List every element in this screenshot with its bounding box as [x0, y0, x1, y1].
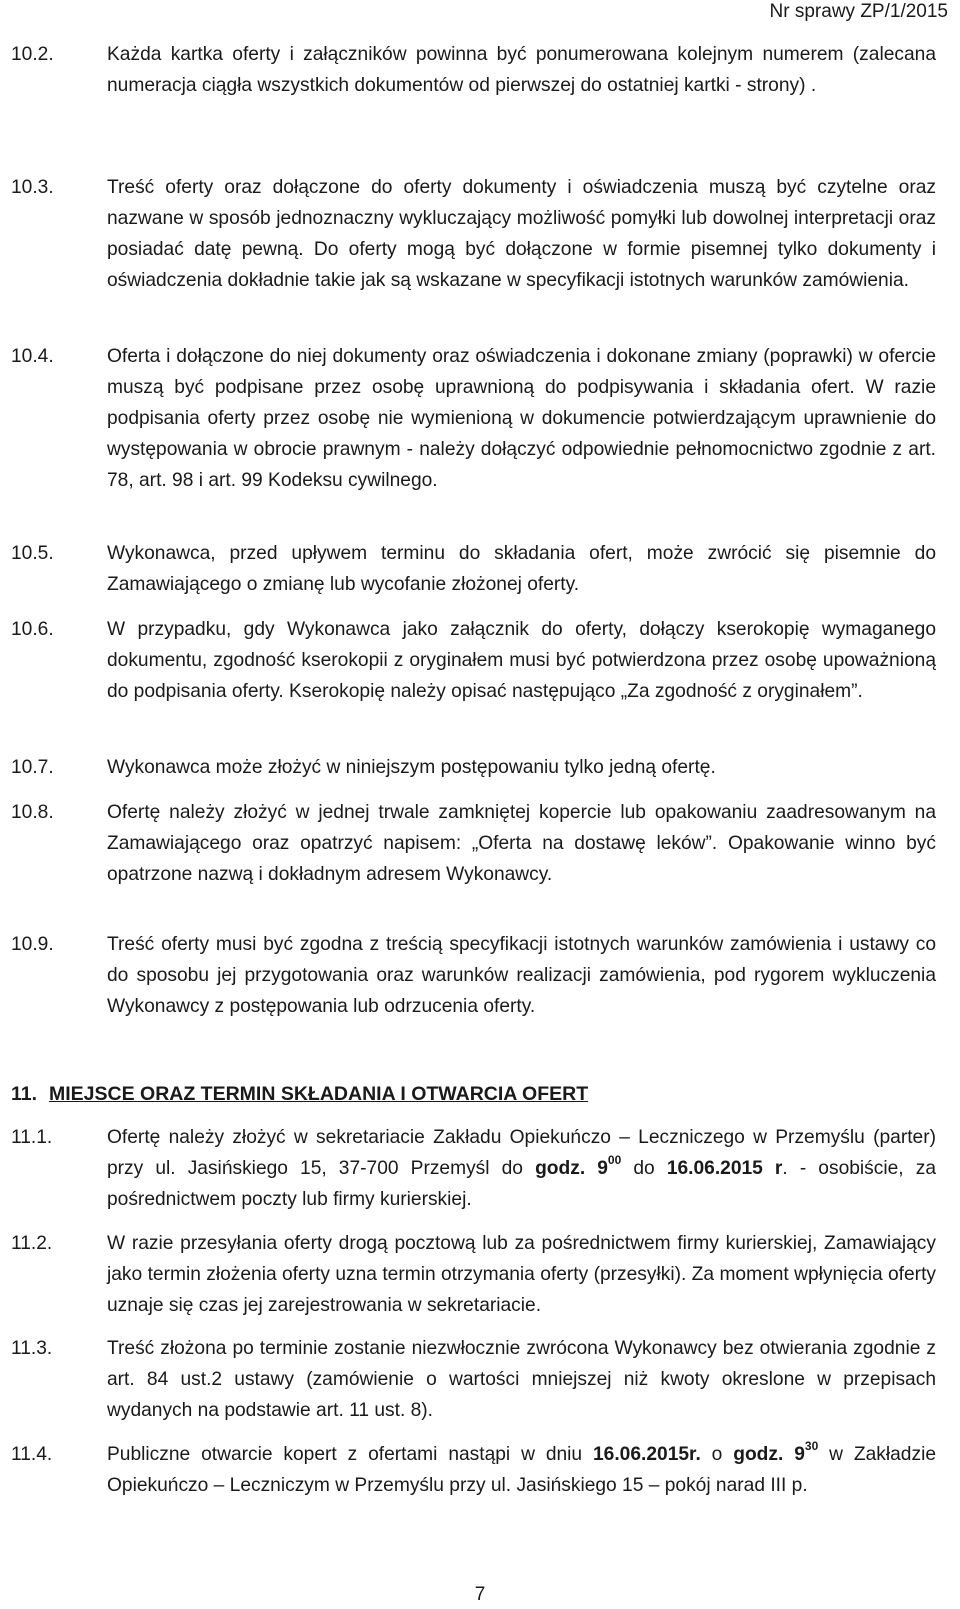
case-number-header: Nr sprawy ZP/1/2015	[769, 1, 948, 22]
hour-label: godz. 9	[733, 1444, 805, 1465]
paragraph-10-9	[11, 929, 936, 1022]
paragraph-10-8	[11, 797, 936, 890]
paragraph-text: Każda kartka oferty i załączników powinna być ponumerowana kolejnym numerem (zalecana numeracja ciągła wszystkich dokumentów od pierwszej do ostatniej kartki - strony) .	[107, 44, 936, 96]
paragraph-text: Wykonawca może złożyć w niniejszym postępowaniu tylko jedną ofertę.	[107, 757, 716, 778]
paragraph-10-3	[11, 172, 936, 296]
opening-date: 16.06.2015r.	[593, 1444, 701, 1465]
text-run: . - osobiście, za pośrednictwem poczty lub firmy kurierskiej.	[107, 1158, 936, 1210]
paragraph-10-6	[11, 614, 936, 707]
hour-label: godz. 9	[535, 1158, 608, 1179]
paragraph-11-1	[11, 1122, 936, 1215]
section-11-heading	[11, 1080, 936, 1108]
paragraph-number: 10.7.	[11, 757, 54, 778]
paragraph-number: 11.1.	[11, 1127, 53, 1148]
paragraph-text: Wykonawca, przed upływem terminu do składania ofert, może zwrócić się pisemnie do Zamawiającego o zmianę lub wycofanie złożonej oferty.	[107, 543, 936, 595]
paragraph-text: Treść oferty musi być zgodna z treścią specyfikacji istotnych warunków zamówienia i ustawy co do sposobu jej przygotowania oraz warunków realizacji zamówienia, pod rygorem wykluczenia Wykonawcy z postępowania lub odrzucenia oferty.	[107, 934, 936, 1017]
paragraph-number: 11.2.	[11, 1233, 53, 1254]
hour-minutes: 30	[804, 1439, 819, 1453]
text-run: w Zakładzie Opiekuńczo – Leczniczym w Przemyślu przy ul. Jasińskiego 15 – pokój narad III p.	[107, 1444, 937, 1496]
paragraph-text: Treść złożona po terminie zostanie niezwłocznie zwrócona Wykonawcy bez otwierania zgodnie z art. 84 ust.2 ustawy (zamówienie o wartości mniejszej niż kwoty okreslone w przepisach wydanych na podstawie art. 11 ust. 8).	[107, 1338, 936, 1421]
paragraph-11-3	[11, 1333, 936, 1426]
paragraph-text	[107, 1122, 936, 1215]
text-run: Publiczne otwarcie kopert z ofertami nastąpi w dniu	[107, 1444, 593, 1465]
hour-minutes: 00	[607, 1153, 622, 1167]
paragraph-text: Oferta i dołączone do niej dokumenty oraz oświadczenia i dokonane zmiany (poprawki) w ofercie muszą być podpisane przez osobę uprawnioną do podpisywania i składania ofert. W razie podpisania oferty przez osobę nie wymienioną w dokumencie potwierdzającym uprawnienie do występowania w obrocie prawnym - należy dołączyć odpowiednie pełnomocnictwo zgodnie z art. 78, art. 98 i art. 99 Kodeksu cywilnego.	[107, 346, 936, 491]
page-number: 7	[474, 1584, 486, 1605]
paragraph-number: 11.3.	[11, 1338, 53, 1359]
text-run: o	[700, 1444, 734, 1465]
paragraph-number: 11.4.	[11, 1444, 53, 1465]
paragraph-text: Treść oferty oraz dołączone do oferty dokumenty i oświadczenia muszą być czytelne oraz nazwane w sposób jednoznaczny wykluczający możliwość pomyłki lub dowolnej interpretacji oraz posiadać datę pewną. Do oferty mogą być dołączone w formie pisemnej tylko dokumenty i oświadczenia dokładnie takie jak są wskazane w specyfikacji istotnych warunków zamówienia.	[107, 177, 936, 291]
paragraph-number: 10.9.	[11, 934, 54, 955]
paragraph-10-7	[11, 752, 936, 783]
paragraph-text	[107, 1439, 936, 1501]
paragraph-number: 10.4.	[11, 346, 54, 367]
paragraph-10-4	[11, 341, 936, 496]
paragraph-text: W razie przesyłania oferty drogą pocztową lub za pośrednictwem firmy kurierskiej, Zamawiający jako termin złożenia oferty uzna termin otrzymania oferty (przesyłki). Za moment wpłynięcia oferty uznaje się czas jej zarejestrowania w sekretariacie.	[107, 1233, 936, 1316]
paragraph-number: 10.6.	[11, 619, 54, 640]
paragraph-10-2	[11, 39, 936, 101]
paragraph-11-2	[11, 1228, 936, 1321]
text-run: Ofertę należy złożyć w sekretariacie Zakładu Opiekuńczo – Leczniczego w Przemyślu (parter) przy ul. Jasińskiego 15, 37-700 Przemyśl do	[107, 1127, 936, 1179]
paragraph-number: 10.8.	[11, 802, 54, 823]
paragraph-text: Ofertę należy złożyć w jednej trwale zamkniętej kopercie lub opakowaniu zaadresowanym na Zamawiającego oraz opatrzyć napisem: „Oferta na dostawę leków”. Opakowanie winno być opatrzone nazwą i dokładnym adresem Wykonawcy.	[107, 802, 936, 885]
paragraph-number: 10.5.	[11, 543, 54, 564]
section-title: MIEJSCE ORAZ TERMIN SKŁADANIA I OTWARCIA OFERT	[49, 1083, 589, 1105]
paragraph-10-5	[11, 538, 936, 600]
deadline-date: 16.06.2015 r	[666, 1158, 783, 1179]
opening-hour	[733, 1439, 819, 1465]
section-number: 11.	[11, 1083, 38, 1105]
paragraph-text: W przypadku, gdy Wykonawca jako załącznik do oferty, dołączy kserokopię wymaganego dokumentu, zgodność kserokopii z oryginałem musi być potwierdzona przez osobę upoważnioną do podpisania oferty. Kserokopię należy opisać następująco „Za zgodność z oryginałem”.	[107, 619, 936, 702]
text-run: do	[621, 1158, 667, 1179]
deadline-hour	[535, 1153, 622, 1179]
paragraph-number: 10.3.	[11, 177, 54, 198]
paragraph-11-4	[11, 1439, 936, 1501]
paragraph-number: 10.2.	[11, 44, 54, 65]
